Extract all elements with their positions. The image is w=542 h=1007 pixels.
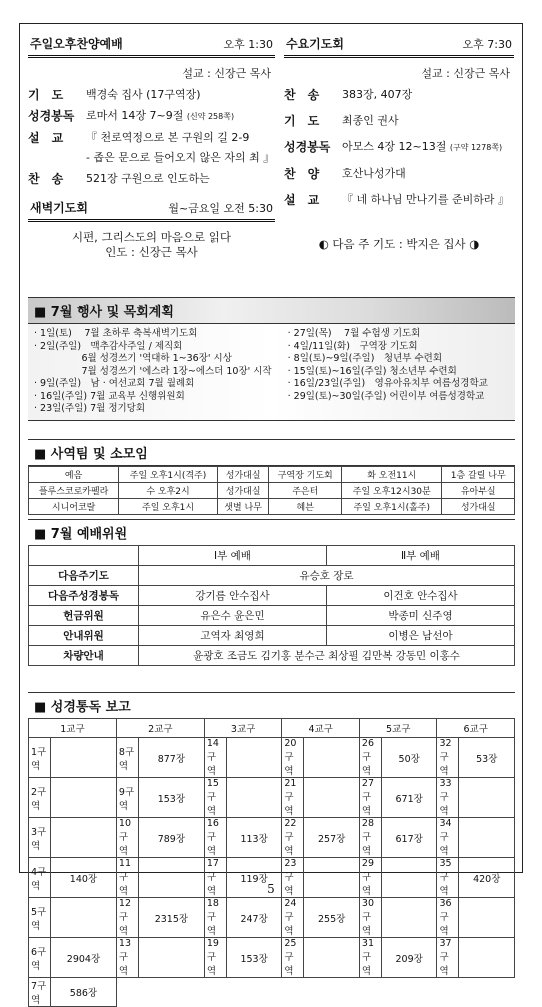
dawn-prayer-title: 새벽기도회 [30,201,88,215]
table-cell [51,738,117,778]
table-cell: 34구역 [437,818,459,858]
table-cell: 29구역 [359,858,381,898]
table-header-cell: 5교구 [359,719,437,738]
wednesday-service-title: 수요기도회 [286,37,344,51]
wednesday-row [284,140,514,155]
table-cell: 209장 [381,938,437,978]
table-cell [226,738,282,778]
table-cell: 성가대실 [217,483,269,499]
row-value-wrap [86,131,275,165]
ministry-section [28,439,515,515]
table-cell [51,818,117,858]
worship-committee-section [28,519,515,666]
table-empty-area [116,978,514,1007]
event-item: · 8일(토)~9일(주일) 청년부 수련회 [287,353,443,364]
table-cell: 789장 [138,818,204,858]
table-cell: 119장 [226,858,282,898]
row-value: 『 천로역정으로 본 구원의 길 2-9 [86,131,250,144]
page-number: 5 [267,882,275,896]
table-cell: 18구역 [204,898,226,938]
table-cell: 113장 [226,818,282,858]
events-list [28,324,515,421]
table-row [29,499,515,515]
table-header-row [29,719,515,738]
table-cell: 주일 오후1시 [119,499,218,515]
table-cell: 35구역 [437,858,459,898]
row-value-line2: - 좁은 문으로 들어오지 않은 자의 최 』 [86,151,275,164]
table-cell: 수 오후2시 [119,483,218,499]
wednesday-row [284,193,514,207]
row-value: 백경숙 집사 (17구역장) [86,88,201,101]
table-cell: 강기름 안수집사 [139,586,327,606]
table-cell: 2904장 [51,938,117,978]
table-header-cell: 6교구 [437,719,515,738]
sunday-service-time: 오후 1:30 [223,38,273,51]
dawn-prayer-info [28,230,275,260]
table-cell: 주일 오후1시(격주) [119,467,218,483]
table-cell [51,778,117,818]
table-cell: 617장 [381,818,437,858]
table-cell: 15구역 [204,778,226,818]
event-item: 7월 성경쓰기 '에스라 1장~에스더 10장' 시작 [34,365,272,377]
table-cell: 153장 [138,778,204,818]
row-value: 최종인 권사 [342,114,399,127]
event-item: · 16일/23일(주일) 영유아유치부 여름성경학교 [287,378,488,389]
table-cell: 주일 오후1시(홀주) [342,499,442,515]
table-cell: 28구역 [359,818,381,858]
row-note: (구약 1278쪽) [449,143,503,152]
table-header-cell: Ⅰ부 예배 [139,546,327,566]
event-item: · 15일(토)~16일(주일) 청소년부 수련회 [287,365,457,377]
table-cell: 4구역 [29,858,51,898]
table-cell: 유아부실 [442,483,515,499]
row-value: 아모스 4장 12~13절 [342,140,447,153]
wednesday-service-header [284,32,514,58]
table-cell: 586장 [51,978,117,1007]
bible-reading-section [28,692,515,1007]
table-cell: 샛별 나무 [217,499,269,515]
table-cell [381,898,437,938]
table-cell: 7구역 [29,978,51,1007]
row-note: (신약 258쪽) [186,112,235,121]
table-row [29,646,515,666]
table-cell: 25구역 [282,938,304,978]
table-cell [304,938,360,978]
table-cell: 32구역 [437,738,459,778]
table-cell: 2구역 [29,778,51,818]
table-row [29,978,515,1007]
table-cell: 1층 갈릴 나무 [442,467,515,483]
table-row [29,483,515,499]
table-row [29,566,515,586]
table-cell: 671장 [381,778,437,818]
table-cell: 19구역 [204,938,226,978]
row-key: 성경봉독 [28,109,75,123]
table-cell: 37구역 [437,938,459,978]
table-header-cell: Ⅱ부 예배 [326,546,514,566]
row-key: 설 교 [284,193,320,207]
table-header-cell: 2교구 [116,719,204,738]
event-item: · 16일(주일) 7월 교육부 신행위원회 [34,390,185,402]
table-row [29,738,515,778]
table-cell: 주은터 [269,483,342,499]
table-row [29,606,515,626]
row-value-wrap [342,140,514,155]
table-cell: 255장 [304,898,360,938]
table-cell: 26구역 [359,738,381,778]
event-item: · 23일(주일) 7월 정기당회 [34,403,146,414]
table-cell: 257장 [304,818,360,858]
table-cell: 8구역 [116,738,138,778]
event-item: · 4일/11일(화) 구역장 기도회 [287,340,418,352]
table-cell: 140장 [51,858,117,898]
event-item: · 1일(토) 7월 초하루 축복새벽기도회 [34,328,198,339]
row-label: 헌금위원 [29,606,139,626]
table-cell: 53장 [459,738,515,778]
sunday-row-reading [28,109,275,124]
table-header-cell: 4교구 [282,719,360,738]
table-cell: 50장 [381,738,437,778]
row-value: 521장 구원으로 인도하는 [86,172,210,185]
table-cell: 31구역 [359,938,381,978]
event-item: · 9일(주일) 남 · 여선교회 7월 월례회 [34,378,195,389]
bulletin-page-frame [19,23,523,1006]
table-cell [459,818,515,858]
event-item: 6월 성경쓰기 '역대하 1~36장' 시상 [34,353,232,364]
table-cell: 3구역 [29,818,51,858]
table-cell: 23구역 [282,858,304,898]
sunday-row-sermon [28,131,275,165]
bible-reading-table [28,718,515,1007]
sunday-preacher: 설교 : 신장근 목사 [182,67,271,80]
wednesday-row [284,114,514,128]
table-row [29,818,515,858]
table-cell [459,898,515,938]
table-cell: 고역자 최영희 [139,626,327,646]
sunday-row-hymn [28,172,275,186]
table-cell: 2315장 [138,898,204,938]
wednesday-row [284,88,514,102]
table-cell: 153장 [226,938,282,978]
table-cell: 22구역 [282,818,304,858]
table-cell [304,738,360,778]
table-cell: 플루스코로카펠라 [29,483,119,499]
table-row [29,626,515,646]
events-right-column [272,328,509,416]
table-cell: 화 오전11시 [342,467,442,483]
table-cell: 877장 [138,738,204,778]
table-cell: 9구역 [116,778,138,818]
table-header-cell [29,546,139,566]
table-cell: 17구역 [204,858,226,898]
row-label: 차량안내 [29,646,139,666]
row-key: 찬 양 [284,167,320,181]
table-cell: 구역장 기도회 [269,467,342,483]
sunday-service-header [28,32,275,58]
row-value: 로마서 14장 7~9절 [86,109,184,122]
row-key: 기 도 [284,114,320,128]
table-cell: 박종미 신주영 [326,606,514,626]
row-key: 찬 송 [28,172,64,186]
table-cell: 혜븐 [269,499,342,515]
table-header-row [29,546,515,566]
table-cell [226,778,282,818]
table-header-cell: 3교구 [204,719,282,738]
dawn-prayer-header [28,196,275,222]
table-cell: 유승호 장로 [139,566,515,586]
table-row [29,938,515,978]
table-cell: 13구역 [116,938,138,978]
table-cell: 27구역 [359,778,381,818]
table-cell [138,938,204,978]
row-label: 다음주기도 [29,566,139,586]
events-title: ■ 7월 행사 및 목회계획 [28,297,515,324]
ministry-title: ■ 사역팀 및 소모임 [28,439,515,466]
row-key: 성경봉독 [284,140,331,154]
row-key: 찬 송 [284,88,320,102]
table-cell: 예음 [29,467,119,483]
table-cell: 11구역 [116,858,138,898]
table-row [29,586,515,606]
event-item: · 2일(주일) 맥추감사주일 / 제직회 [34,340,183,352]
table-row [29,898,515,938]
table-cell: 24구역 [282,898,304,938]
row-label: 다음주성경봉독 [29,586,139,606]
table-cell: 이병은 남선아 [326,626,514,646]
table-cell: 21구역 [282,778,304,818]
table-cell: 420장 [459,858,515,898]
row-value: 호산나성가대 [342,167,406,180]
table-cell [459,938,515,978]
table-cell: 윤광호 조금도 김기홍 분수근 최상필 김만복 강동민 이홍수 [139,646,515,666]
table-cell: 247장 [226,898,282,938]
row-key: 설 교 [28,131,64,145]
table-header-cell: 1교구 [29,719,117,738]
table-cell [459,778,515,818]
table-cell: 성가대실 [442,499,515,515]
row-value: 『 네 하나님 만나기를 준비하라 』 [342,193,509,206]
row-value-wrap [86,109,275,124]
table-cell [51,898,117,938]
worship-committee-table [28,545,515,666]
wednesday-service-section [284,32,514,252]
row-key: 기 도 [28,88,64,102]
table-cell: 성가대실 [217,467,269,483]
table-cell: 1구역 [29,738,51,778]
row-value: 383장, 407장 [342,88,413,101]
table-cell: 14구역 [204,738,226,778]
sunday-service-section [28,32,275,260]
table-row [29,778,515,818]
event-item: · 27일(목) 7월 수험생 기도회 [287,328,421,339]
wednesday-row [284,167,514,181]
event-item: · 29일(토)~30일(주일) 어린이부 여름성경학교 [287,390,485,402]
dawn-prayer-line1: 시편, 그리스도의 마음으로 읽다 [71,230,232,244]
wednesday-preacher: 설교 : 신장근 목사 [421,67,510,80]
table-cell: 33구역 [437,778,459,818]
bible-reading-title: ■ 성경통독 보고 [28,692,515,718]
table-cell: 36구역 [437,898,459,938]
wednesday-service-time: 오후 7:30 [462,38,512,51]
table-row [29,467,515,483]
dawn-prayer-line2: 인도 : 신장근 목사 [105,245,198,259]
ministry-table [28,466,515,515]
table-cell: 유은수 윤은민 [139,606,327,626]
table-cell: 16구역 [204,818,226,858]
worship-committee-title: ■ 7월 예배위원 [28,519,515,545]
table-cell: 주일 오후12시30분 [342,483,442,499]
events-left-column [34,328,272,416]
table-cell: 5구역 [29,898,51,938]
next-week-prayer: ◐ 다음 주 기도 : 박지은 집사 ◑ [318,237,480,251]
table-cell: 이건호 안수집사 [326,586,514,606]
table-cell: 12구역 [116,898,138,938]
sunday-service-title: 주일오후찬양예배 [30,37,123,51]
table-cell: 시니어코랄 [29,499,119,515]
table-cell: 30구역 [359,898,381,938]
table-cell: 6구역 [29,938,51,978]
table-cell: 20구역 [282,738,304,778]
sunday-row-prayer [28,88,275,102]
row-label: 안내위원 [29,626,139,646]
table-cell: 10구역 [116,818,138,858]
events-section [28,297,515,421]
dawn-prayer-time: 월~금요일 오전 5:30 [168,202,273,215]
table-cell [304,778,360,818]
